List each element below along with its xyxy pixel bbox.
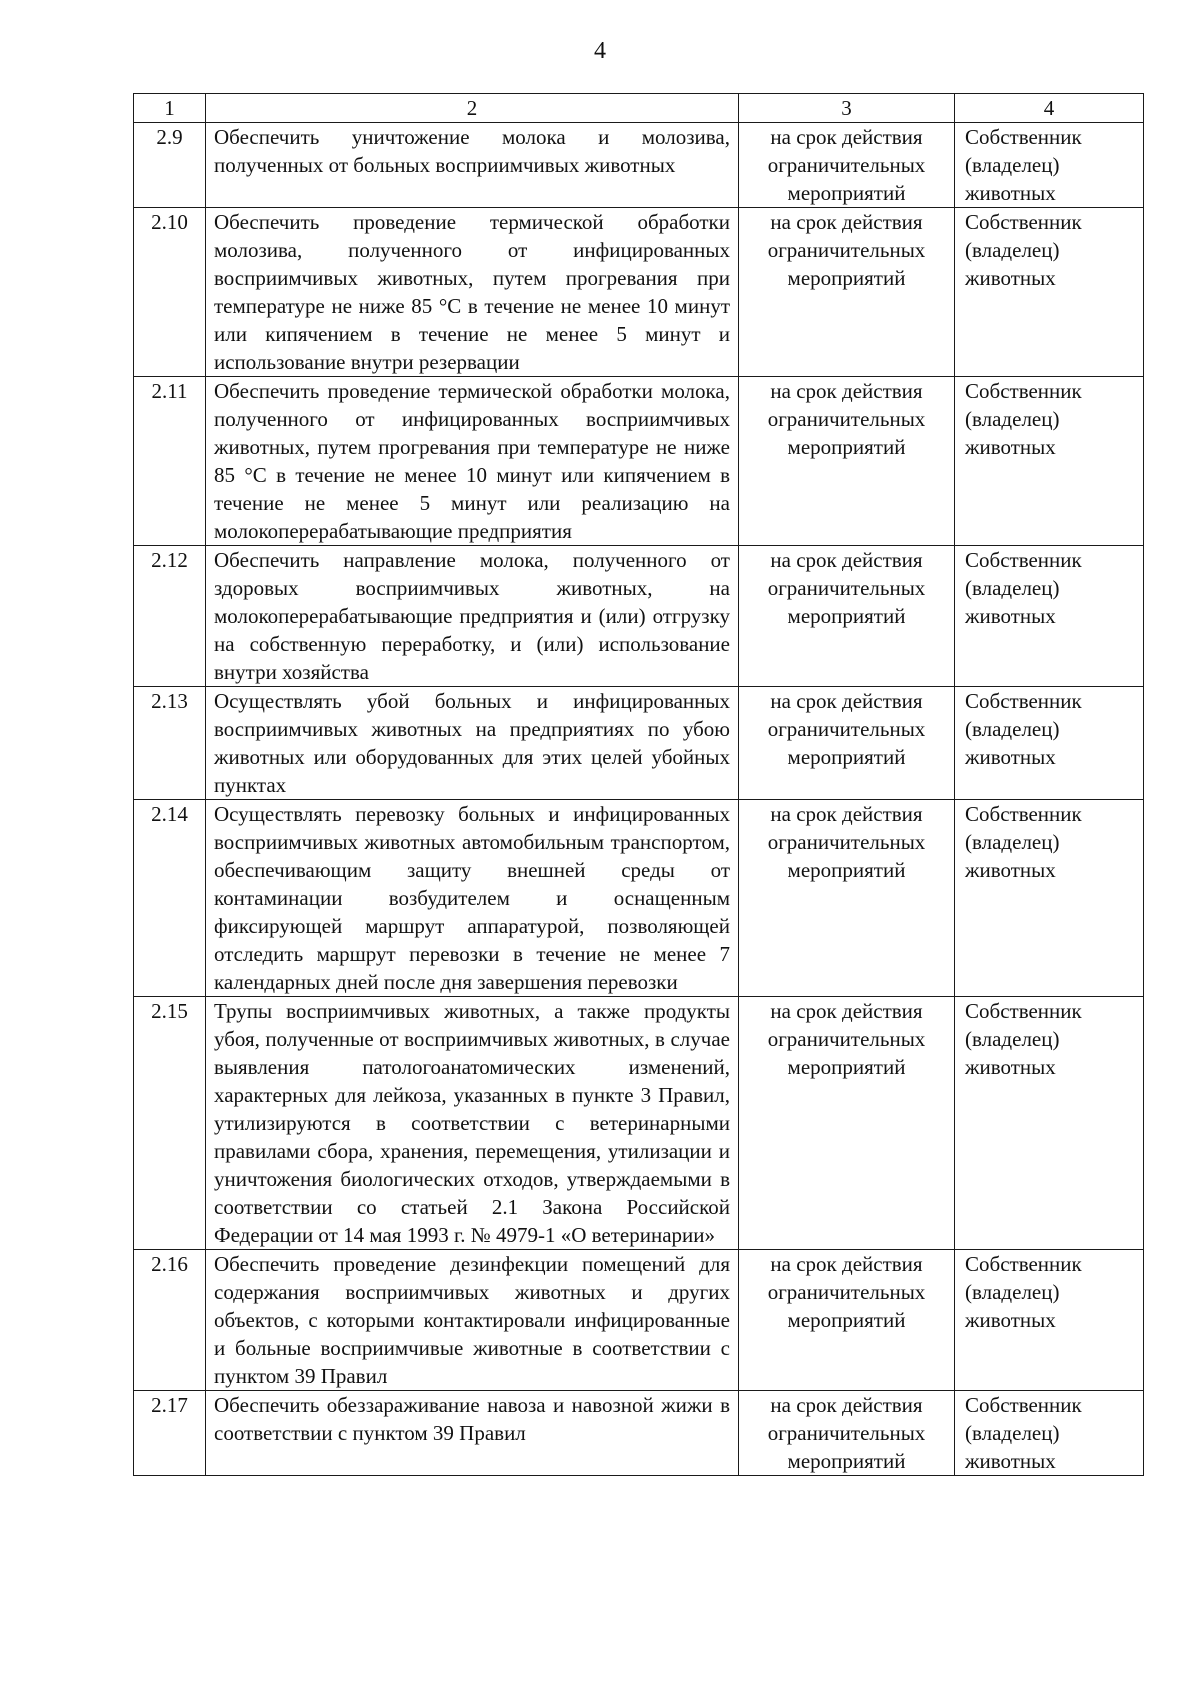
row-term: на срок действия ограничительных мероприятий (739, 687, 955, 800)
table-body (134, 123, 1144, 1476)
row-measure: Обеспечить направление молока, полученного от здоровых восприимчивых животных, на молокоперерабатывающие предприятия и (или) отгрузку на собственную переработку, и (или) использование внутри хозяйства (206, 546, 739, 687)
table-row (134, 208, 1144, 377)
header-col-2: 2 (206, 94, 739, 123)
row-measure: Осуществлять убой больных и инфицированных восприимчивых животных на предприятиях по убою животных или оборудованных для этих целей убойных пунктах (206, 687, 739, 800)
row-term: на срок действия ограничительных мероприятий (739, 123, 955, 208)
page-number: 4 (594, 38, 606, 64)
table-row (134, 1391, 1144, 1476)
row-number: 2.9 (134, 123, 206, 208)
row-responsible: Собственник (владелец) животных (955, 208, 1144, 377)
header-col-4: 4 (955, 94, 1144, 123)
row-number: 2.14 (134, 800, 206, 997)
measures-table (133, 93, 1144, 1476)
row-term: на срок действия ограничительных мероприятий (739, 377, 955, 546)
table-header (134, 94, 1144, 123)
row-responsible: Собственник (владелец) животных (955, 1250, 1144, 1391)
row-measure: Осуществлять перевозку больных и инфицированных восприимчивых животных автомобильным транспортом, обеспечивающим защиту внешней среды от контаминации возбудителем и оснащенным фиксирующей маршрут аппаратурой, позволяющей отследить маршрут перевозки в течение не менее 7 календарных дней после дня завершения перевозки (206, 800, 739, 997)
row-measure: Обеспечить проведение термической обработки молозива, полученного от инфицированных восприимчивых животных, путем прогревания при температуре не ниже 85 °С в течение не менее 10 минут или кипячением в течение не менее 5 минут и использование внутри резервации (206, 208, 739, 377)
row-responsible: Собственник (владелец) животных (955, 1391, 1144, 1476)
row-number: 2.17 (134, 1391, 206, 1476)
table-row (134, 800, 1144, 997)
row-term: на срок действия ограничительных мероприятий (739, 546, 955, 687)
header-col-3: 3 (739, 94, 955, 123)
row-number: 2.12 (134, 546, 206, 687)
row-term: на срок действия ограничительных мероприятий (739, 208, 955, 377)
row-responsible: Собственник (владелец) животных (955, 546, 1144, 687)
row-measure: Обеспечить уничтожение молока и молозива, полученных от больных восприимчивых животных (206, 123, 739, 208)
row-responsible: Собственник (владелец) животных (955, 123, 1144, 208)
row-number: 2.15 (134, 997, 206, 1250)
table-row (134, 1250, 1144, 1391)
row-number: 2.16 (134, 1250, 206, 1391)
row-number: 2.10 (134, 208, 206, 377)
row-responsible: Собственник (владелец) животных (955, 800, 1144, 997)
header-col-1: 1 (134, 94, 206, 123)
table-row (134, 546, 1144, 687)
table-row (134, 687, 1144, 800)
row-responsible: Собственник (владелец) животных (955, 377, 1144, 546)
row-measure: Трупы восприимчивых животных, а также продукты убоя, полученные от восприимчивых животных, в случае выявления патологоанатомических изменений, характерных для лейкоза, указанных в пункте 3 Правил, утилизируются в соответствии с ветеринарными правилами сбора, хранения, перемещения, утилизации и уничтожения биологических отходов, утверждаемыми в соответствии со статьей 2.1 Закона Российской Федерации от 14 мая 1993 г. № 4979-1 «О ветеринарии» (206, 997, 739, 1250)
table-row (134, 123, 1144, 208)
row-responsible: Собственник (владелец) животных (955, 687, 1144, 800)
row-measure: Обеспечить обеззараживание навоза и навозной жижи в соответствии с пунктом 39 Правил (206, 1391, 739, 1476)
row-number: 2.13 (134, 687, 206, 800)
row-term: на срок действия ограничительных мероприятий (739, 1250, 955, 1391)
row-term: на срок действия ограничительных мероприятий (739, 800, 955, 997)
row-measure: Обеспечить проведение термической обработки молока, полученного от инфицированных восприимчивых животных, путем прогревания при температуре не ниже 85 °С в течение не менее 10 минут или кипячением в течение не менее 5 минут или реализацию на молокоперерабатывающие предприятия (206, 377, 739, 546)
row-number: 2.11 (134, 377, 206, 546)
table-row (134, 377, 1144, 546)
row-measure: Обеспечить проведение дезинфекции помещений для содержания восприимчивых животных и других объектов, с которыми контактировали инфицированные и больные восприимчивые животные в соответствии с пунктом 39 Правил (206, 1250, 739, 1391)
row-term: на срок действия ограничительных мероприятий (739, 997, 955, 1250)
row-responsible: Собственник (владелец) животных (955, 997, 1144, 1250)
row-term: на срок действия ограничительных мероприятий (739, 1391, 955, 1476)
table-row (134, 997, 1144, 1250)
header-row (134, 94, 1144, 123)
